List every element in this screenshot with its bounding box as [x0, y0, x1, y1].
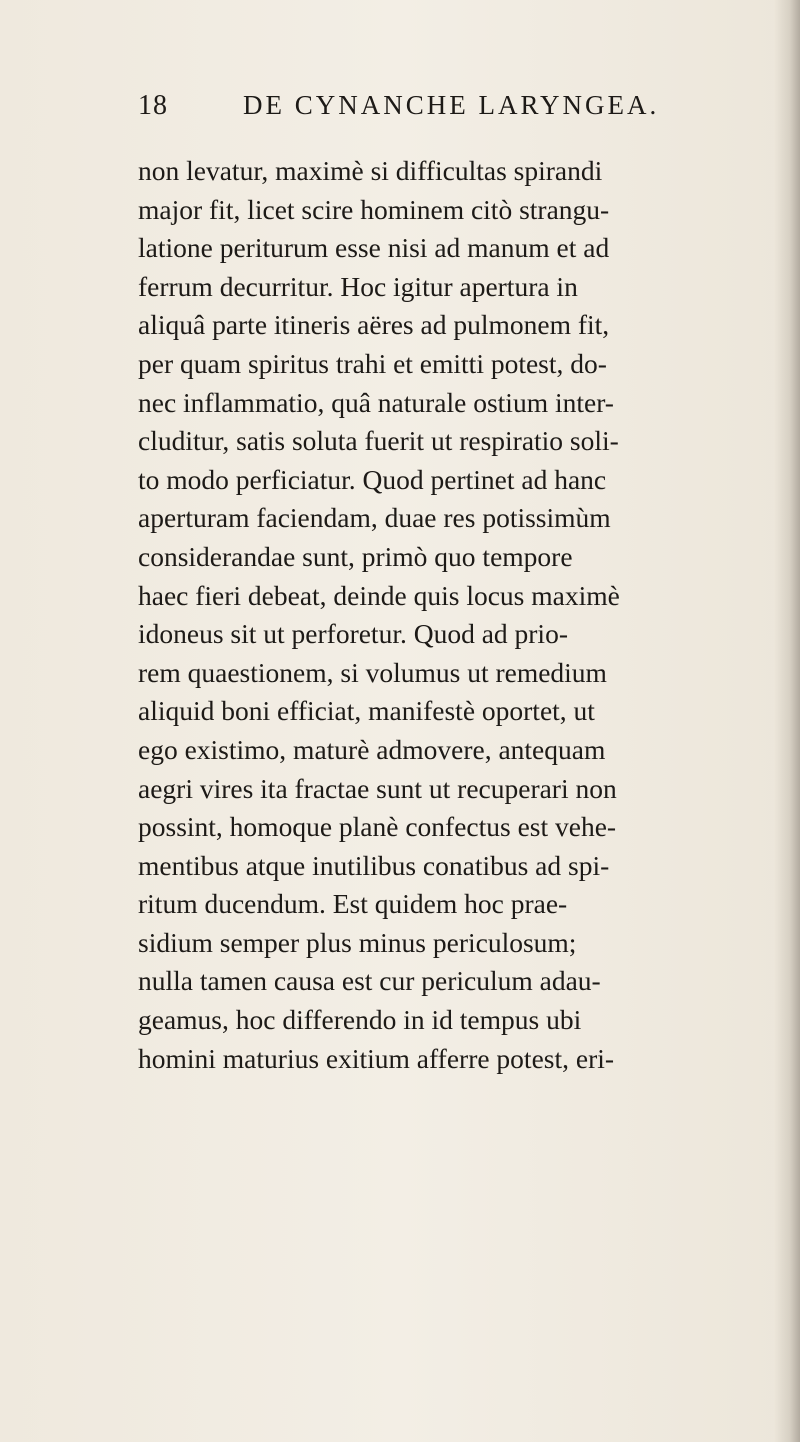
text-line: geamus, hoc differendo in id tempus ubi — [138, 1004, 582, 1036]
text-line: per quam spiritus trahi et emitti potest, do- — [138, 347, 607, 379]
text-line: mentibus atque inutilibus conatibus ad spi- — [138, 849, 610, 881]
text-line: aperturam faciendam, duae res potissimùm — [138, 502, 611, 534]
body-paragraph — [138, 152, 778, 1078]
text-line: aliquâ parte itineris aëres ad pulmonem fit, — [138, 309, 610, 341]
running-title: DE CYNANCHE LARYNGEA. — [243, 90, 660, 120]
text-line: sidium semper plus minus periculosum; — [138, 926, 577, 958]
text-line: to modo perficiatur. Quod pertinet ad hanc — [138, 463, 607, 495]
text-line: homini maturius exitium afferre potest, eri- — [138, 1042, 615, 1074]
text-line: latione periturum esse nisi ad manum et ad — [138, 232, 610, 264]
text-line: major fit, licet scire hominem citò strangu- — [138, 193, 610, 225]
text-line: haec fieri debeat, deinde quis locus maximè — [138, 579, 620, 611]
text-line: considerandae sunt, primò quo tempore — [138, 540, 573, 572]
text-line: possint, homoque planè confectus est vehe- — [138, 811, 617, 843]
text-line: ego existimo, maturè admovere, antequam — [138, 733, 606, 765]
text-line: ferrum decurritur. Hoc igitur apertura in — [138, 270, 578, 302]
text-line: aliquid boni efficiat, manifestè oportet, ut — [138, 695, 595, 727]
text-line: aegri vires ita fractae sunt ut recuperari non — [138, 772, 617, 804]
text-line: ritum ducendum. Est quidem hoc prae- — [138, 888, 568, 920]
text-line: idoneus sit ut perforetur. Quod ad prio- — [138, 618, 568, 650]
text-line: nulla tamen causa est cur periculum adau- — [138, 965, 601, 997]
text-line: cluditur, satis soluta fuerit ut respiratio soli- — [138, 425, 619, 457]
text-line: non levatur, maximè si difficultas spirandi — [138, 155, 603, 186]
text-line: rem quaestionem, si volumus ut remedium — [138, 656, 607, 688]
text-line: nec inflammatio, quâ naturale ostium inter- — [138, 386, 614, 418]
page-number: 18 — [138, 90, 168, 121]
page-header — [138, 90, 698, 130]
